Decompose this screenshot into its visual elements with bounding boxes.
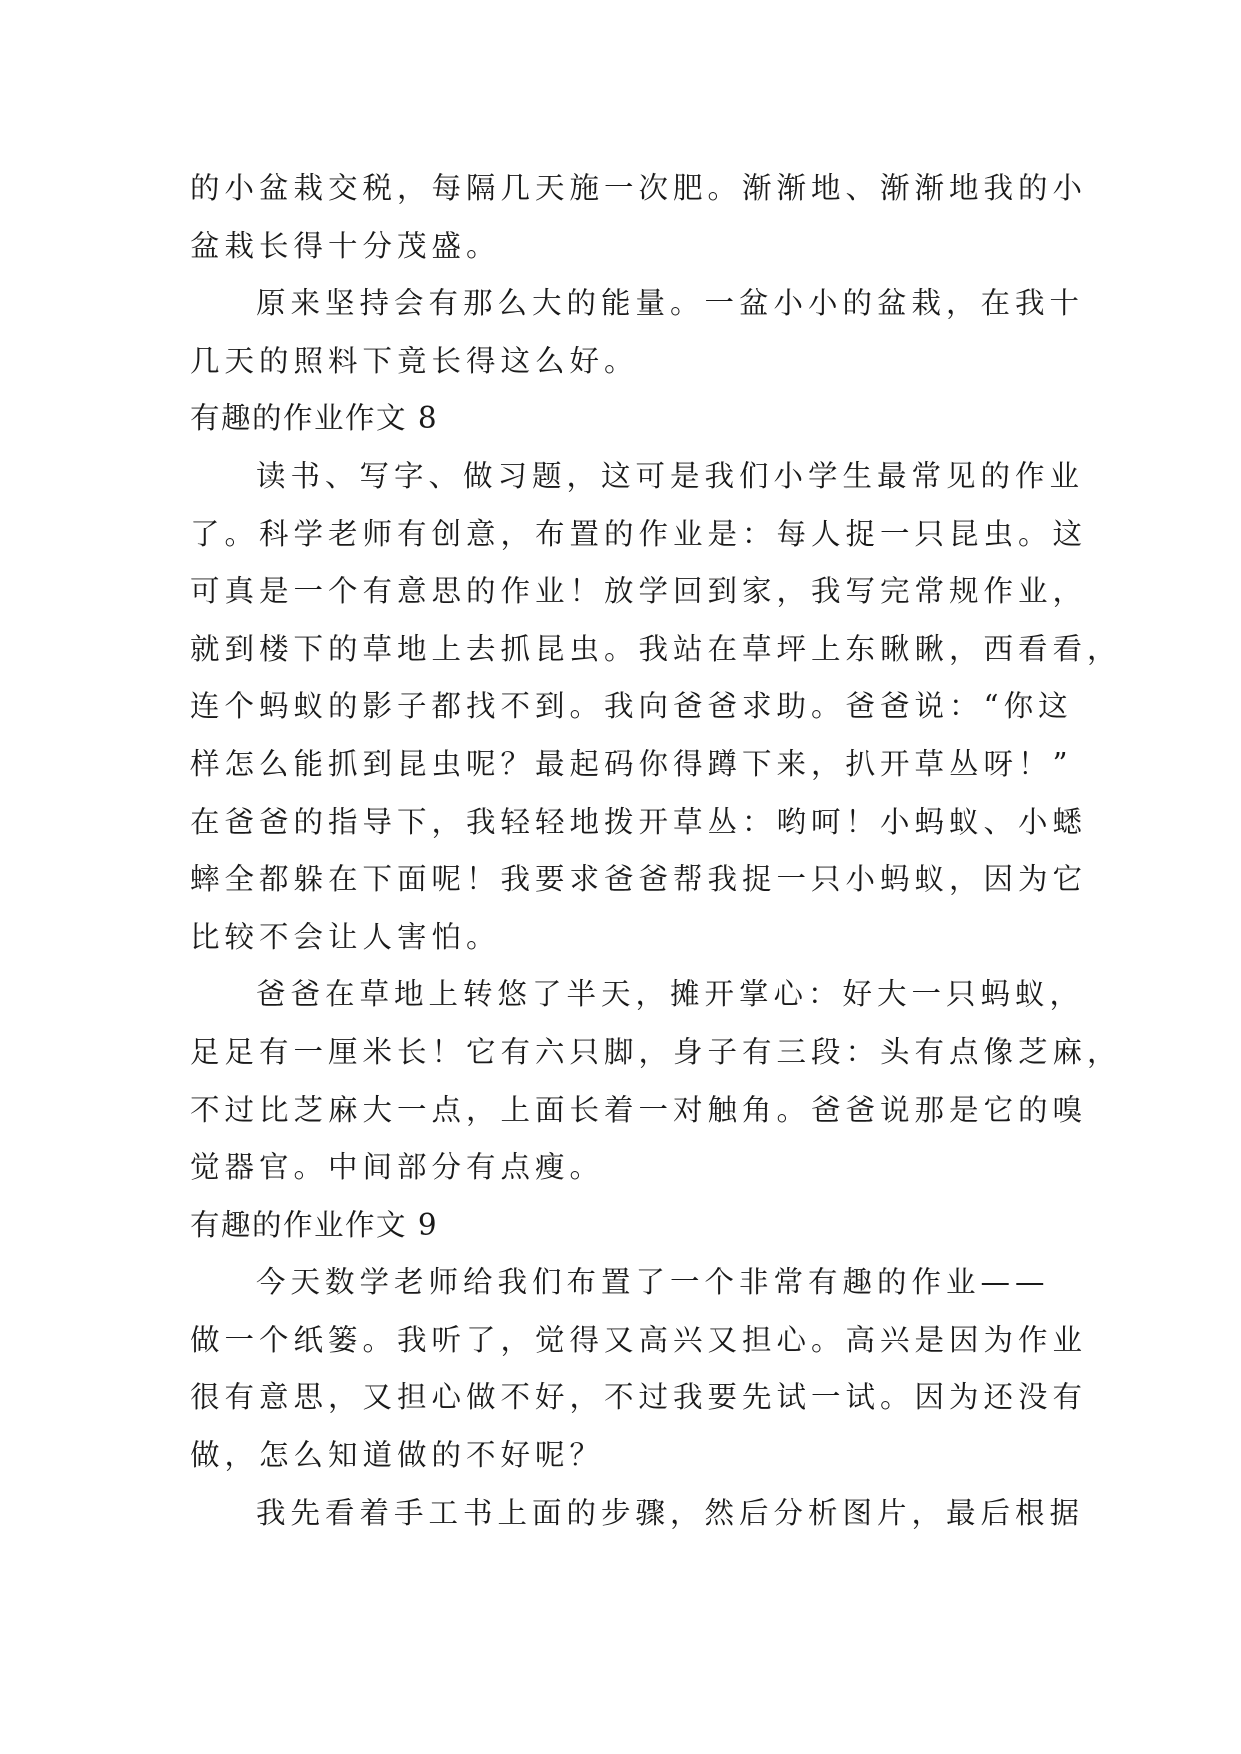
heading-text: 有趣的作业作文 8	[190, 401, 439, 436]
text-line: 做，怎么知道做的不好呢？	[190, 1438, 605, 1473]
paragraph	[190, 275, 1085, 390]
paragraph	[190, 1485, 1085, 1543]
text-line: 了。科学老师有创意，布置的作业是：每人捉一只昆虫。这	[190, 516, 1088, 551]
document-body	[190, 160, 1122, 1542]
text-line: 读书、写字、做习题，这可是我们小学生最常见的作业	[256, 458, 1085, 493]
text-line: 觉器官。中间部分有点瘦。	[190, 1150, 605, 1185]
text-line: 样怎么能抓到昆虫呢？最起码你得蹲下来，扒开草丛呀！”	[190, 746, 1073, 781]
text-line: 我先看着手工书上面的步骤，然后分析图片，最后根据	[256, 1495, 1085, 1530]
section-heading	[190, 1197, 1060, 1255]
paragraph	[190, 448, 1122, 966]
text-line: 足足有一厘米长！它有六只脚，身子有三段：头有点像芝麻，	[190, 1034, 1122, 1069]
text-line: 可真是一个有意思的作业！放学回到家，我写完常规作业，	[190, 574, 1088, 609]
text-line: 很有意思，又担心做不好，不过我要先试一试。因为还没有	[190, 1380, 1088, 1415]
text-line: 就到楼下的草地上去抓昆虫。我站在草坪上东瞅瞅，西看看，	[190, 631, 1122, 666]
text-line: 蟀全都躲在下面呢！我要求爸爸帮我捉一只小蚂蚁，因为它	[190, 862, 1088, 897]
text-line: 原来坚持会有那么大的能量。一盆小小的盆栽，在我十	[256, 286, 1085, 321]
text-line: 盆栽长得十分茂盛。	[190, 228, 501, 263]
paragraph	[190, 160, 1088, 275]
text-line: 爸爸在草地上转悠了半天，摊开掌心：好大一只蚂蚁，	[256, 977, 1085, 1012]
text-line: 做一个纸篓。我听了，觉得又高兴又担心。高兴是因为作业	[190, 1322, 1088, 1357]
paragraph	[190, 966, 1122, 1196]
paragraph	[190, 1254, 1088, 1484]
text-line: 不过比芝麻大一点，上面长着一对触角。爸爸说那是它的嗅	[190, 1092, 1088, 1127]
text-line: 连个蚂蚁的影子都找不到。我向爸爸求助。爸爸说：“你这	[190, 689, 1073, 724]
text-line: 今天数学老师给我们布置了一个非常有趣的作业——	[256, 1265, 1050, 1300]
text-line: 几天的照料下竟长得这么好。	[190, 343, 639, 378]
section-heading	[190, 390, 1060, 448]
text-line: 比较不会让人害怕。	[190, 919, 501, 954]
text-line: 的小盆栽交税，每隔几天施一次肥。渐渐地、渐渐地我的小	[190, 171, 1088, 205]
text-line: 在爸爸的指导下，我轻轻地拨开草丛：哟呵！小蚂蚁、小蟋	[190, 804, 1088, 839]
heading-text: 有趣的作业作文 9	[190, 1207, 439, 1242]
